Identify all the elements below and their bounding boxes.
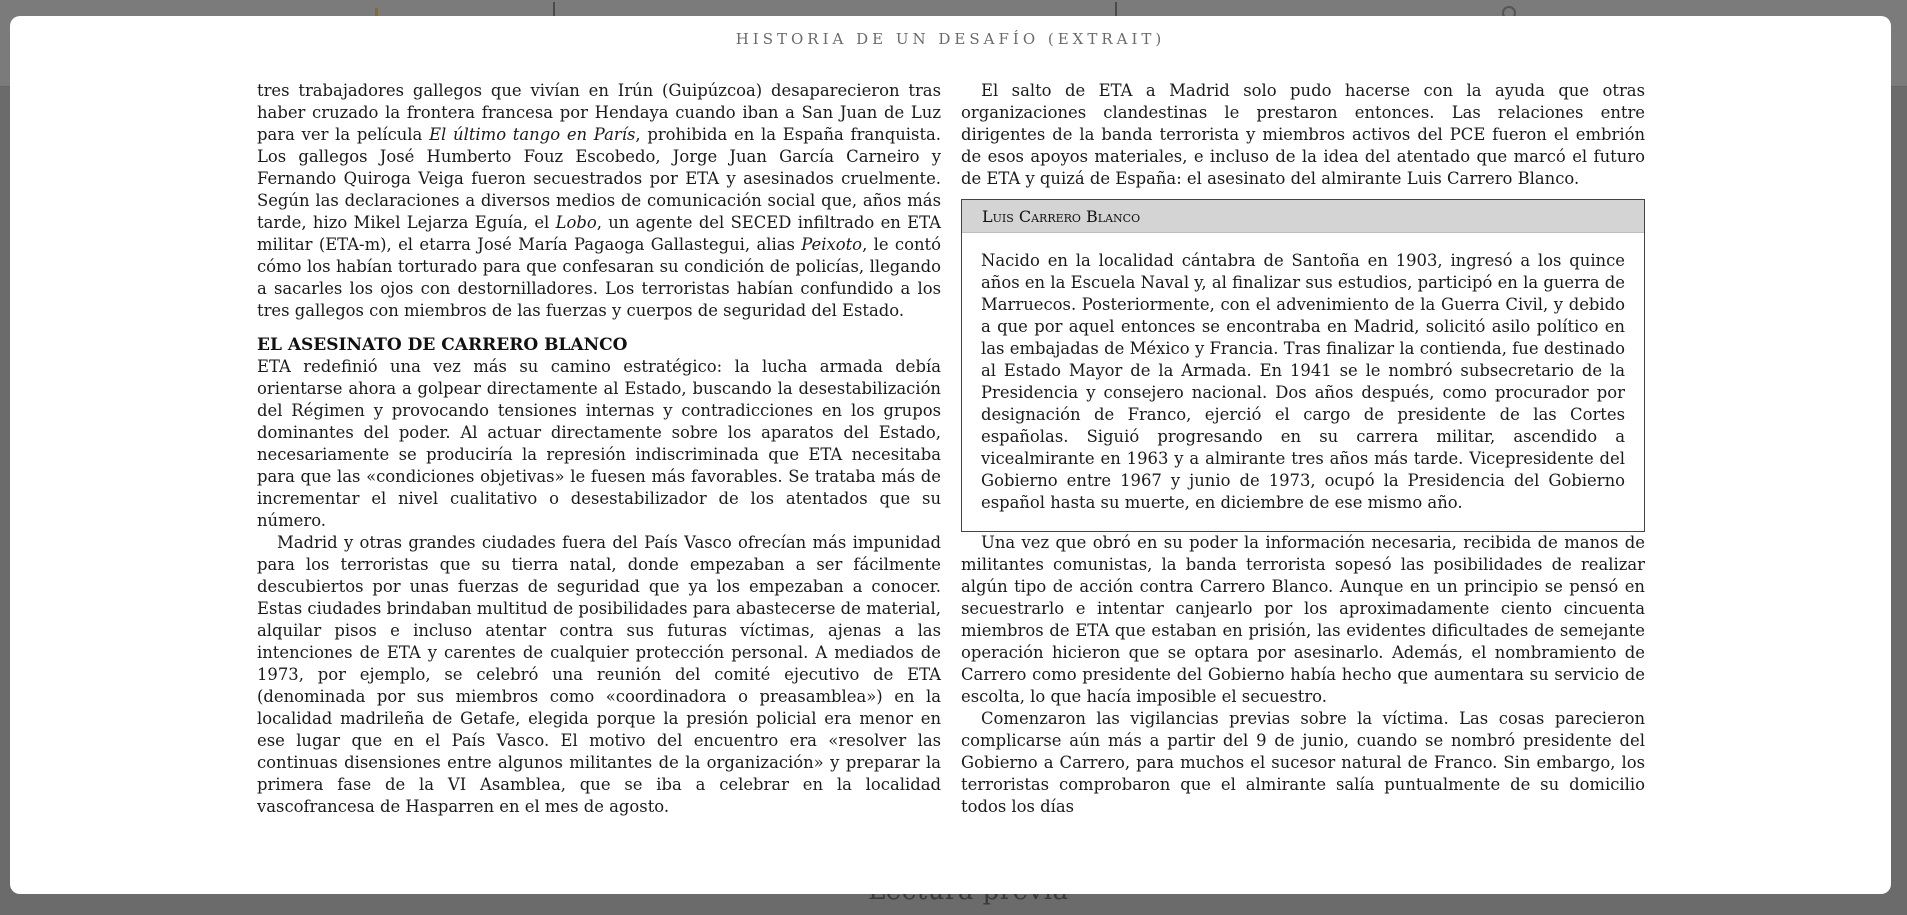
- infobox-body: [962, 233, 1644, 531]
- right-column: [961, 80, 1645, 818]
- left-column: [257, 80, 941, 818]
- paragraph: Una vez que obró en su poder la información necesaria, recibida de manos de militantes comunistas, la banda terrorista sopesó las posibilidades de realizar algún tipo de acción contra Carrero Blanco. Aunque en un principio se pensó en secuestrarlo e intentar canjearlo por los aproximadamente ciento cincuenta miembros de ETA que estaban en prisión, las evidentes dificultades de semejante operación hicieron que se optara por asesinarlo. Además, el nombramiento de Carrero como presidente del Gobierno había hecho que aumentara su servicio de escolta, lo que hacía imposible el secuestro.: [961, 533, 1645, 706]
- biography-infobox: [961, 199, 1645, 532]
- paragraph: ETA redefinió una vez más su camino estratégico: la lucha armada debía orientarse ahora a golpear directamente al Estado, buscando la desestabilización del Régimen y provocando tensiones internas y contradicciones en los grupos dominantes del poder. Al actuar directamente sobre los aparatos del Estado, necesariamente se produciría la represión indiscriminada que ETA necesitaba para que las «condiciones objetivas» le fuesen más favorables. Se trataba más de incrementar el nivel cualitativo o desestabilizador de los atentados que su número.: [257, 357, 941, 530]
- paragraph: Madrid y otras grandes ciudades fuera del País Vasco ofrecían más impunidad para los terroristas que su tierra natal, donde empezaban a ser fácilmente descubiertos por unas fuerzas de seguridad que ya los empezaban a conocer. Estas ciudades brindaban multitud de posibilidades para abastecerse de material, alquilar pisos e incluso atentar contra sus futuras víctimas, ajenas a las intenciones de ETA y carentes de cualquier protección personal. A mediados de 1973, por ejemplo, se celebró una reunión del comité ejecutivo de ETA (denominada por sus miembros como «coordinadora o preasamblea») en la localidad madrileña de Getafe, elegida porque la presión policial era menor en ese lugar que en el País Vasco. El motivo del encuentro era «resolver las continuas disensiones entre algunos militantes de la organización» y preparar la primera fase de la VI Asamblea, que se iba a celebrar en la localidad vascofrancesa de Hasparren en el mes de agosto.: [257, 533, 941, 816]
- paragraph: Comenzaron las vigilancias previas sobre la víctima. Las cosas parecieron complicarse aún más a partir del 9 de junio, cuando se nombró presidente del Gobierno a Carrero, para muchos el sucesor natural de Franco. Sin embargo, los terroristas comprobaron que el almirante salía puntualmente de su domicilio todos los días: [961, 709, 1645, 816]
- film-title: El último tango en París: [429, 125, 636, 144]
- section-heading: EL ASESINATO DE CARRERO BLANCO: [257, 335, 628, 355]
- alias-peixoto: Peixoto: [801, 235, 863, 254]
- reader-modal: [10, 16, 1891, 894]
- modal-title: HISTORIA DE UN DESAFÍO (EXTRAIT): [735, 30, 1166, 48]
- infobox-title: Luis Carrero Blanco: [962, 200, 1644, 233]
- paragraph: El salto de ETA a Madrid solo pudo hacerse con la ayuda que otras organizaciones clandestinas le prestaron entonces. Las relaciones entre dirigentes de la banda terrorista y miembros activos del PCE fueron el embrión de esos apoyos materiales, e incluso de la idea del atentado que marcó el futuro de ETA y quizá de España: el asesinato del almirante Luis Carrero Blanco.: [961, 81, 1645, 188]
- infobox-text: Nacido en la localidad cántabra de Santoña en 1903, ingresó a los quince años en la Escuela Naval y, al finalizar sus estudios, participó en la guerra de Marruecos. Posteriormente, con el advenimiento de la Guerra Civil, y debido a que por aquel entonces se encontraba en Madrid, solicitó asilo político en las embajadas de México y Francia. Tras finalizar la contienda, fue destinado al Estado Mayor de la Armada. En 1941 se le nombró subsecretario de la Presidencia y consejero nacional. Dos años después, como procurador por designación de Franco, ejerció el cargo de presidente de las Cortes españolas. Siguió progresando en su carrera militar, ascendido a vicealmirante en 1963 y a almirante tres años más tarde. Vicepresidente del Gobierno entre 1967 y junio de 1973, ocupó la Presidencia del Gobierno español hasta su muerte, en diciembre de ese mismo año.: [981, 251, 1625, 512]
- alias-lobo: Lobo: [555, 213, 597, 232]
- paragraph-intro: tres trabajadores gallegos que vivían en Irún (Guipúzcoa) desaparecieron tras haber cruzado la frontera francesa por Hendaya cuando iban a San Juan de Luz para ver la película El último tango en París, prohibida en la España franquista. Los gallegos José Humberto Fouz Escobedo, Jorge Juan García Carneiro y Fernando Quiroga Veiga fueron secuestrados por ETA y asesinados cruelmente. Según las declaraciones a diversos medios de comunicación social que, años más tarde, hizo Mikel Lejarza Eguía, el Lobo, un agente del SECED infiltrado en ETA militar (ETA-m), el etarra José María Pagaoga Gallastegui, alias Peixoto, le contó cómo los habían torturado para que confesaran su condición de policías, llegando a sacarles los ojos con destornilladores. Los terroristas habían confundido a los tres gallegos con miembros de las fuerzas y cuerpos de seguridad del Estado.: [257, 81, 942, 320]
